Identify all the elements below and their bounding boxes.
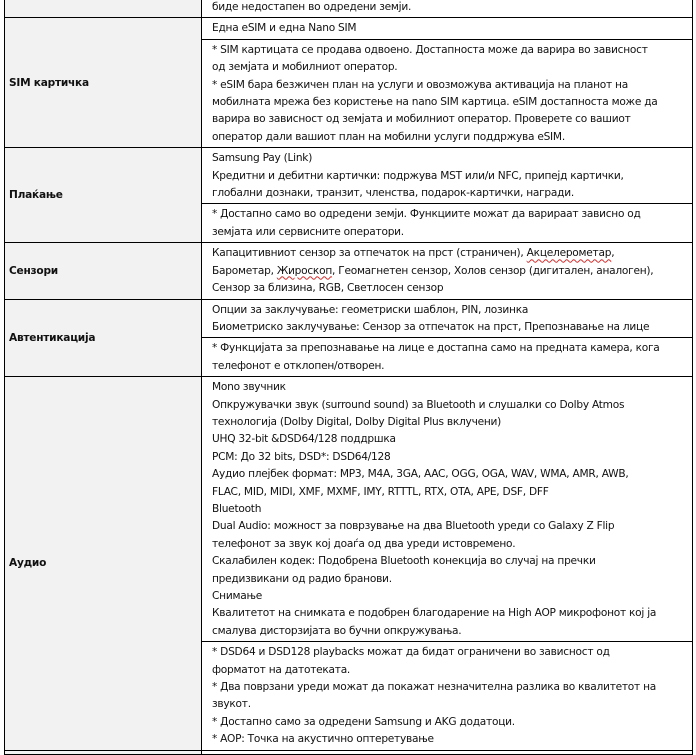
spec-text-line: форматот на датотеката.	[212, 663, 351, 676]
spec-text-line: технологија (Dolby Digital, Dolby Digital Plus вклучени)	[212, 415, 502, 428]
spec-value-content	[202, 338, 692, 376]
spec-text-line: * Достапно само во одредени земји. Функциите можат да варираат зависно од	[212, 208, 641, 221]
spec-text-line: телефонот за звук кој доаѓа од два уреди истовремено.	[212, 537, 516, 550]
spec-category-label	[5, 750, 202, 754]
spec-text-line: од земјата и мобилниот оператор.	[212, 61, 398, 74]
spec-row	[5, 148, 693, 204]
spec-table	[4, 0, 693, 755]
spec-row	[5, 18, 693, 39]
spec-text-line: Samsung Pay (Link)	[212, 152, 313, 165]
spec-table-body	[5, 0, 693, 754]
spec-text-line: * eSIM бара безжичен план на услуги и овозможува активација на планот на	[212, 78, 628, 91]
spec-category-label: Сензори	[5, 243, 202, 299]
spec-text-line: * SIM картицата се продава одвоено. Достапноста може да варира во зависност	[212, 43, 648, 56]
spec-text-line: оператор дали вашиот план на мобилни услуги поддржува eSIM.	[212, 130, 565, 143]
spec-text-line: Сензор за близина, RGB, Светлосен сензор	[212, 282, 444, 295]
spec-value-cell	[202, 750, 693, 754]
spec-value-content	[202, 751, 692, 754]
spec-value-cell	[202, 243, 693, 299]
spec-category-label	[5, 0, 202, 18]
spec-category-label: SIM картичка	[5, 18, 202, 148]
spec-value-content	[202, 148, 692, 203]
spec-row	[5, 750, 693, 754]
spec-text-line: Една eSIM и една Nano SIM	[212, 22, 357, 35]
spec-value-cell	[202, 338, 693, 377]
spec-text-line: телефонот е отклопен/отворен.	[212, 359, 385, 372]
spec-value-content	[202, 642, 692, 749]
spec-text-line: звукот.	[212, 698, 251, 711]
spec-text-line: * Два поврзани уреди можат да покажат незначителна разлика во квалитетот на	[212, 681, 656, 694]
spec-text-line: Bluetooth	[212, 502, 262, 515]
spec-category-label: Аудио	[5, 377, 202, 751]
spec-value-cell	[202, 377, 693, 642]
spec-text-line: Барометар, Жироскоп, Геомагнетен сензор, Холов сензор (дигитален, аналоген),	[212, 264, 654, 277]
spec-text-line: Капацитивниот сензор за отпечаток на прст (страничен), Акцелерометар,	[212, 247, 615, 260]
spec-text-line: смалува дисторзијата во бучни опкружувања.	[212, 624, 462, 637]
spec-row	[5, 377, 693, 642]
spec-text-line: биде недостапен во одредени земји.	[212, 1, 412, 13]
spec-row	[5, 243, 693, 299]
spec-text-line: * AOP: Точка на акустично оптеретување	[212, 733, 434, 746]
spec-row	[5, 0, 693, 18]
spec-category-label: Автентикација	[5, 299, 202, 377]
spec-category-label: Плаќање	[5, 148, 202, 243]
spec-text-line: Скалабилен кодек: Подобрена Bluetooth конекција во случај на пречки	[212, 555, 596, 568]
spec-value-cell	[202, 299, 693, 338]
spec-value-content	[202, 243, 692, 298]
spec-text-line: UHQ 32-bit &DSD64/128 поддршка	[212, 433, 396, 446]
spellcheck-flagged-word[interactable]: Акцелерометар	[526, 247, 612, 260]
spec-text-line: Аудио плејбек формат: MP3, M4A, 3GA, AAC, OGG, OGA, WAV, WMA, AMR, AWB,	[212, 468, 629, 481]
spec-value-content	[202, 377, 692, 641]
spellcheck-flagged-word[interactable]: Жироскоп	[276, 264, 332, 277]
spec-text-line: FLAC, MID, MIDI, XMF, MXMF, IMY, RTTTL, RTX, OTA, APE, DSF, DFF	[212, 485, 549, 498]
spec-text-line: Dual Audio: можност за поврзување на два Bluetooth уреди со Galaxy Z Flip	[212, 520, 615, 533]
spec-value-content	[202, 300, 692, 338]
spec-value-cell	[202, 0, 693, 18]
spec-text-line: Опции за заклучување: геометриски шаблон, PIN, лозинка	[212, 303, 529, 316]
spec-value-cell	[202, 39, 693, 147]
spec-value-cell	[202, 642, 693, 750]
spec-value-cell	[202, 204, 693, 243]
spec-text-line: Mono звучник	[212, 381, 286, 394]
spec-value-content	[202, 18, 692, 38]
spec-row	[5, 299, 693, 338]
spec-value-cell	[202, 18, 693, 39]
spec-text-line: Снимање	[212, 590, 262, 602]
spec-text-line: глобални дознаки, транзит, членства, подарок-картички, награди.	[212, 187, 574, 200]
spec-text-line: PCM: До 32 bits, DSD*: DSD64/128	[212, 450, 391, 463]
spec-text-line: * Достапно само за одредени Samsung и AKG додатоци.	[212, 715, 515, 728]
spec-text-line: варира во зависност од земјата и мобилниот оператор. Проверете со вашиот	[212, 113, 631, 126]
spec-text-line: Опкружувачки звук (surround sound) за Bluetooth и слушалки со Dolby Atmos	[212, 398, 625, 411]
spec-value-content	[202, 204, 692, 242]
spec-text-line: Кредитни и дебитни картички: подржува MST или/и NFC, припејд картички,	[212, 169, 624, 182]
spec-text-line: земјата или сервисните оператори.	[212, 225, 404, 238]
spec-text-line: мобилната мрежа без користење на nano SIM картица. eSIM достапноста може да	[212, 96, 658, 109]
spec-text-line: Квалитетот на снимката е подобрен благодарение на High AOP микрофонот кој ја	[212, 607, 657, 620]
spec-text-line: Биометриско заклучување: Сензор за отпечаток на прст, Препознавање на лице	[212, 320, 650, 333]
spec-value-cell	[202, 148, 693, 204]
spec-text-line: * DSD64 и DSD128 playbacks можат да бидат ограничени во зависност од	[212, 646, 610, 659]
spec-text-line: предизвикани од радио бранови.	[212, 572, 392, 585]
spec-value-content	[202, 40, 692, 147]
spec-text-line: * Функцијата за препознавање на лице е достапна само на предната камера, кога	[212, 342, 660, 355]
spec-value-content	[202, 0, 692, 17]
